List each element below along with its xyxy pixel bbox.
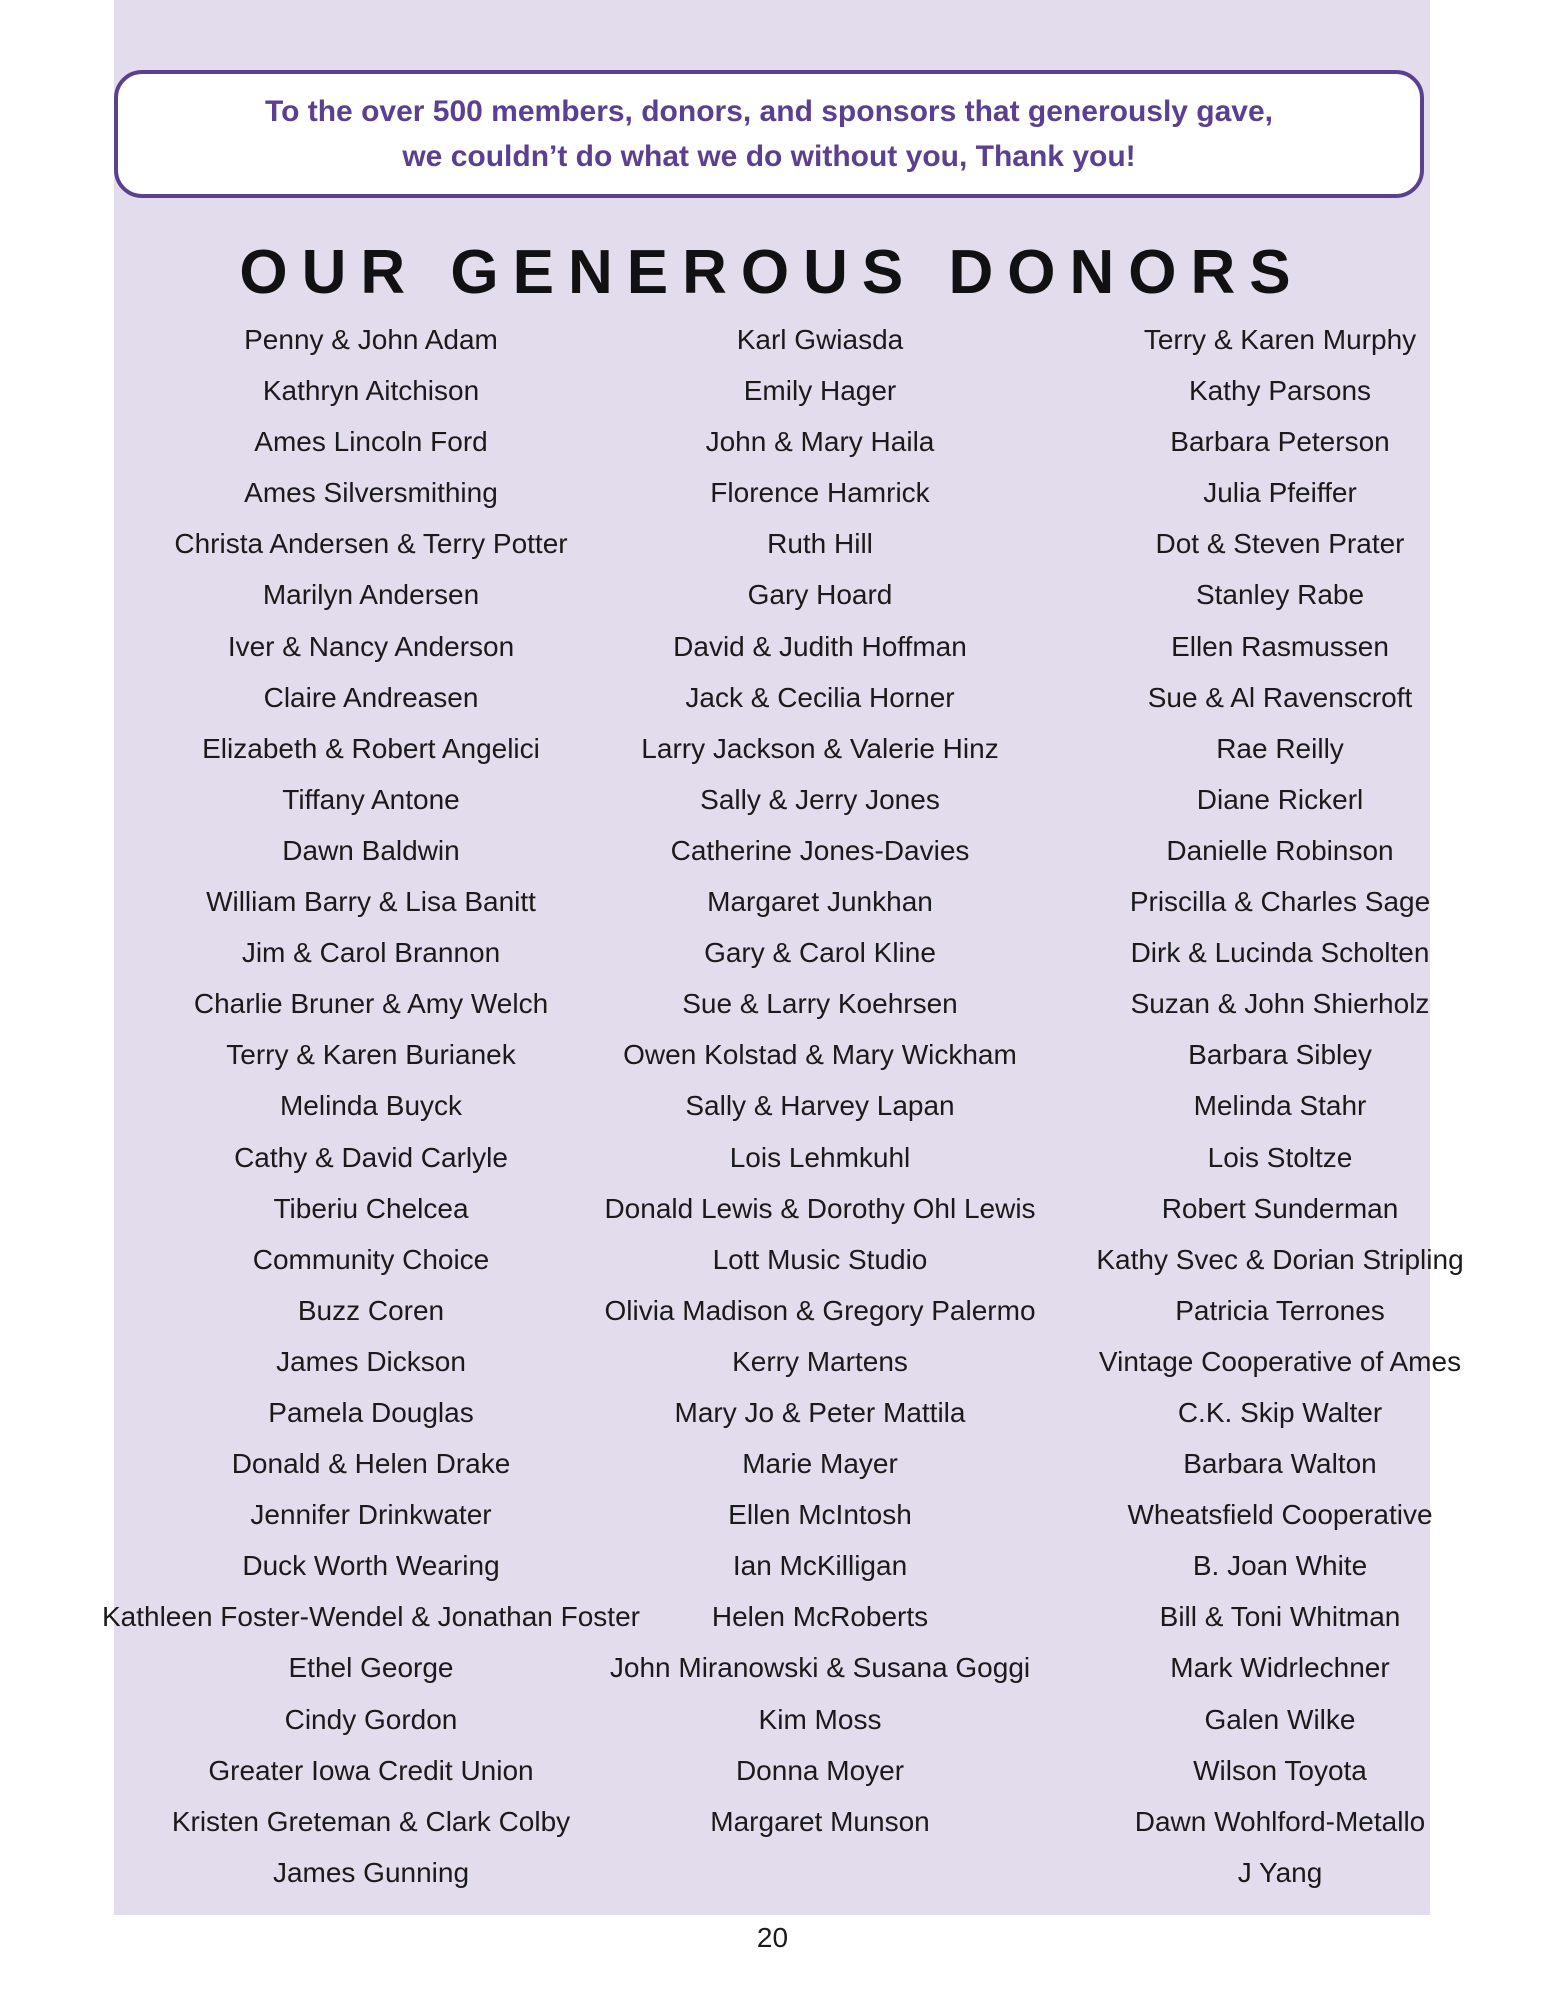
donor-column-2 [540,319,1100,1852]
donor-name: Wheatsfield Cooperative [1127,1499,1433,1531]
donor-name: William Barry & Lisa Banitt [206,886,536,918]
callout-line-2: we couldn’t do what we do without you, Thank you! [402,140,1136,173]
donor-name: James Gunning [272,1856,470,1888]
donor-name: Bill & Toni Whitman [1159,1601,1401,1633]
page-number: 20 [756,1922,789,1953]
donor-name: Christa Andersen & Terry Potter [174,528,568,560]
donor-name: Mary Jo & Peter Mattila [674,1396,966,1428]
donor-name: Olivia Madison & Gregory Palermo [604,1294,1036,1326]
donor-name: Donald & Helen Drake [231,1448,511,1480]
donor-name: Terry & Karen Burianek [226,1039,516,1071]
donor-name: Ethel George [288,1652,454,1684]
donor-name: Ellen McIntosh [728,1499,912,1531]
page-title: OUR GENEROUS DONORS [239,238,1305,307]
donor-name: Jim & Carol Brannon [241,937,501,969]
donor-name: Sue & Al Ravenscroft [1147,681,1413,713]
donor-name: Community Choice [252,1243,490,1275]
donor-name: John Miranowski & Susana Goggi [609,1652,1031,1684]
donor-name: Claire Andreasen [263,681,479,713]
donor-name: Lott Music Studio [712,1243,928,1275]
donor-name: Kathryn Aitchison [262,375,480,407]
donor-name: Melinda Buyck [279,1090,463,1122]
donor-name: Ames Silversmithing [244,477,498,509]
donor-name: Donald Lewis & Dorothy Ohl Lewis [604,1192,1036,1224]
donor-name: Barbara Peterson [1170,426,1390,458]
donor-name: Iver & Nancy Anderson [227,630,515,662]
donor-name: Kristen Greteman & Clark Colby [171,1805,571,1837]
donor-name: Stanley Rabe [1195,579,1365,611]
donor-name: Dawn Wohlford-Metallo [1134,1805,1426,1837]
donor-column-3 [1020,319,1540,1903]
donor-name: Dawn Baldwin [282,834,460,866]
donor-name: Duck Worth Wearing [242,1550,500,1582]
donor-name: Dot & Steven Prater [1155,528,1405,560]
donor-name: Tiffany Antone [282,783,460,815]
donor-name: Marilyn Andersen [262,579,480,611]
donor-name: James Dickson [276,1345,466,1377]
donor-name: Cindy Gordon [284,1703,458,1735]
donor-name: Jack & Cecilia Horner [685,681,955,713]
donor-name: Florence Hamrick [710,477,930,509]
donor-name: Vintage Cooperative of Ames [1098,1345,1462,1377]
donor-name: Wilson Toyota [1193,1754,1367,1786]
donor-name: Galen Wilke [1204,1703,1356,1735]
donor-name: Cathy & David Carlyle [234,1141,508,1173]
donor-name: Kathy Svec & Dorian Stripling [1096,1243,1464,1275]
donor-name: Terry & Karen Murphy [1143,324,1417,355]
donor-name: Elizabeth & Robert Angelici [202,732,540,764]
donor-name: Ian McKilligan [732,1550,908,1582]
donor-name: Kim Moss [758,1703,882,1735]
donor-name: Margaret Junkhan [707,886,933,918]
donor-name: Robert Sunderman [1161,1192,1399,1224]
donor-name: Penny & John Adam [244,324,498,355]
donor-name: Julia Pfeiffer [1203,477,1357,509]
donor-name: Danielle Robinson [1166,834,1394,866]
donor-name: Sally & Jerry Jones [700,783,940,815]
donor-name: Suzan & John Shierholz [1130,988,1430,1020]
donor-name: Gary & Carol Kline [704,937,936,969]
donor-name: J Yang [1237,1856,1323,1888]
donor-name: Marie Mayer [742,1448,898,1480]
donor-name: Emily Hager [743,375,897,407]
donor-name: Diane Rickerl [1196,783,1364,815]
donor-name: Buzz Coren [297,1294,445,1326]
donor-name: Owen Kolstad & Mary Wickham [623,1039,1017,1071]
callout-line-1: To the over 500 members, donors, and sponsors that generously gave, [264,95,1274,128]
donor-name: Kerry Martens [732,1345,908,1377]
donor-name: Lois Lehmkuhl [729,1141,911,1173]
donor-name: David & Judith Hoffman [673,630,967,662]
donor-name: Larry Jackson & Valerie Hinz [641,732,999,764]
donor-name: Helen McRoberts [711,1601,929,1633]
donor-name: Ruth Hill [767,528,873,560]
thank-you-callout [114,70,1424,198]
donor-name: Pamela Douglas [268,1396,474,1428]
donor-name: Charlie Bruner & Amy Welch [193,988,549,1020]
donor-name: Tiberiu Chelcea [273,1192,469,1224]
donor-name: C.K. Skip Walter [1177,1396,1383,1428]
donor-name: Greater Iowa Credit Union [208,1754,534,1786]
donor-name: Priscilla & Charles Sage [1129,886,1431,918]
donor-name: John & Mary Haila [705,426,935,458]
donor-name: Barbara Walton [1183,1448,1377,1480]
donor-name: Ellen Rasmussen [1171,630,1389,662]
donor-name: Lois Stoltze [1207,1141,1353,1173]
donor-name: Jennifer Drinkwater [250,1499,492,1531]
donor-name: Sally & Harvey Lapan [685,1090,955,1122]
donor-name: Rae Reilly [1216,732,1344,764]
donor-name: Kathleen Foster-Wendel & Jonathan Foster [101,1601,640,1633]
donor-name: Kathy Parsons [1188,375,1372,407]
donor-name: B. Joan White [1192,1550,1368,1582]
donor-name: Dirk & Lucinda Scholten [1130,937,1430,969]
donor-name: Patricia Terrones [1175,1294,1385,1326]
donor-name: Karl Gwiasda [736,324,904,355]
donor-name: Ames Lincoln Ford [254,426,488,458]
donor-name: Gary Hoard [747,579,893,611]
donor-name: Catherine Jones-Davies [670,834,970,866]
donor-name: Margaret Munson [710,1805,930,1837]
donor-name: Sue & Larry Koehrsen [682,988,958,1020]
donor-name: Mark Widrlechner [1170,1652,1390,1684]
donor-name: Barbara Sibley [1188,1039,1372,1071]
donor-name: Donna Moyer [735,1754,905,1786]
donor-name: Melinda Stahr [1193,1090,1367,1122]
